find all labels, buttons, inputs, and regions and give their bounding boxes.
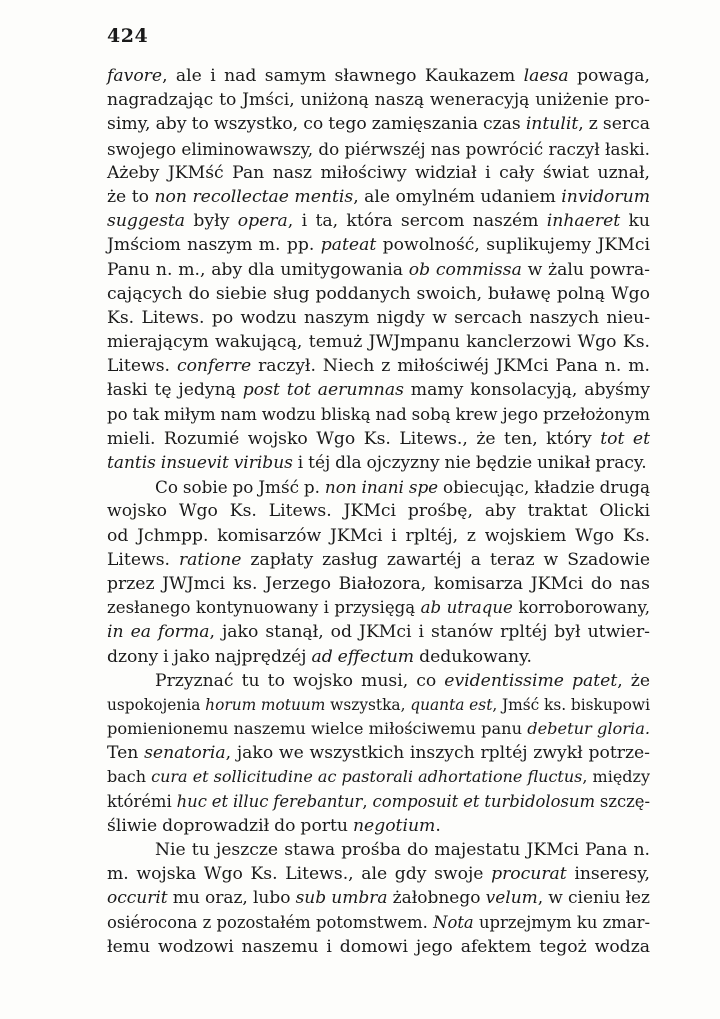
text-segment: , ale i nad samym sławnego Kaukazem (162, 66, 524, 86)
italic-text: sub umbra (295, 888, 388, 909)
italic-text: inhaeret (546, 211, 621, 232)
text-line (107, 137, 650, 161)
text-line (107, 741, 650, 765)
italic-text: quanta est (410, 695, 493, 714)
text-segment: m. wojska Wgo Ks. Litews., ale gdy swoje (107, 864, 492, 885)
text-segment: , (362, 791, 373, 811)
italic-text: favore (107, 66, 163, 86)
text-segment: simy, aby to wszystko, co tego zamięszania czas (107, 114, 526, 135)
text-line (107, 596, 650, 620)
text-segment: Panu n. m., aby dla umitygowania (107, 259, 409, 280)
italic-text: in ea forma (107, 622, 210, 643)
text-segment: wojsko Wgo Ks. Litews. JKMci prośbę, aby traktat Olicki (107, 501, 650, 522)
text-segment: , Jmść ks. biskupowi (492, 695, 650, 714)
text-segment: wszystka, (325, 695, 411, 714)
italic-text: tantis insuevit viribus (107, 453, 293, 473)
text-segment: uspokojenia (107, 695, 206, 714)
italic-text: non recollectae mentis (154, 186, 354, 207)
text-segment: szczę- (595, 791, 651, 811)
italic-text: horum motuum (205, 695, 326, 714)
italic-text: huc et illuc ferebantur (176, 791, 363, 811)
italic-text: cura et sollicitudine ac pastorali adhortatione fluctus (151, 767, 583, 787)
text-segment: nagradzając to Jmści, uniżoną naszą weneracyją uniżenie pro- (107, 90, 650, 111)
text-segment: łaski tę jedyną (107, 380, 243, 401)
text-segment: mierającym wakującą, temuż JWJmpanu kanclerzowi Wgo Ks. (107, 332, 650, 353)
text-line (107, 717, 650, 741)
text-segment: zapłaty zasług zawartéj a teraz w Szadowie (241, 549, 651, 570)
text-segment: żałobnego (387, 888, 486, 909)
text-segment: przez JWJmci ks. Jerzego Białozora, komisarza JKMci do nas (107, 573, 650, 594)
text-segment: bach (107, 767, 152, 787)
text-line (107, 88, 650, 112)
italic-text: senatoria (144, 743, 226, 764)
italic-text: post tot aerumnas (242, 380, 404, 401)
text-line (107, 765, 650, 789)
text-line (107, 524, 650, 548)
text-segment: . (435, 815, 441, 836)
text-segment: mamy konsolacyją, abyśmy (403, 380, 650, 401)
text-segment: , że (617, 670, 650, 691)
text-segment: Litews. (107, 549, 179, 570)
text-line (107, 354, 650, 378)
text-segment: inseresy, (566, 864, 650, 885)
italic-text: ad effectum (311, 646, 415, 667)
italic-text: non inani spe (324, 477, 439, 498)
italic-text: ab utraque (420, 598, 513, 618)
text-line (107, 935, 650, 959)
text-segment: Przyznać tu to wojsko musi, co (155, 670, 445, 691)
text-line (107, 669, 650, 693)
italic-text: Nota (433, 912, 474, 932)
text-line (107, 572, 650, 596)
text-segment: łemu wodzowi naszemu i domowi jego afektem tegoż wodza (107, 936, 650, 957)
italic-text: opera (237, 211, 288, 232)
italic-text: pateat (320, 235, 377, 256)
text-line (107, 306, 650, 330)
italic-text: ratione (178, 549, 242, 570)
italic-text: suggesta (107, 211, 186, 232)
text-segment: którémi (107, 791, 177, 811)
text-segment: Ks. Litews. po wodzu naszym nigdy w sercach naszych nieu- (107, 307, 650, 328)
text-segment: swojego eliminowawszy, do piérwszéj nas powrócić raczył łaski. (107, 138, 650, 159)
text-line (107, 838, 650, 862)
text-line (107, 403, 650, 427)
italic-text: conferre (176, 356, 252, 377)
text-segment: były (185, 211, 238, 232)
text-line (107, 258, 650, 282)
text-segment: mu oraz, lubo (167, 888, 296, 909)
text-segment: Litews. (107, 356, 177, 377)
text-line (107, 64, 650, 88)
text-segment: że to (107, 186, 155, 207)
italic-text: evidentissime patet (444, 670, 618, 691)
page-number: 424 (107, 25, 149, 47)
body-text (107, 64, 650, 959)
italic-text: intulit (525, 114, 579, 135)
text-line (107, 620, 650, 644)
text-line (107, 427, 650, 451)
italic-text: laesa (523, 66, 569, 86)
text-segment: od Jchmpp. komisarzów JKMci i rpltéj, z wojskiem Wgo Ks. (107, 525, 650, 546)
text-line (107, 475, 650, 499)
text-segment: śliwie doprowadził do portu (107, 815, 353, 836)
italic-text: tot et (600, 428, 650, 449)
text-segment: , jako we wszystkich inszych rpltéj zwykł potrze- (225, 743, 650, 764)
text-line (107, 112, 650, 136)
text-segment: dedukowany. (414, 646, 532, 667)
text-segment: , ale omylném udaniem (353, 186, 562, 207)
text-segment: korroborowany, (512, 598, 650, 618)
text-line (107, 282, 650, 306)
text-line (107, 185, 650, 209)
italic-text: debetur gloria. (527, 719, 650, 739)
text-segment: Co sobie po Jmść p. (155, 477, 325, 498)
text-segment: raczył. Niech z miłościwéj JKMci Pana n. m. (251, 356, 651, 377)
text-line (107, 645, 650, 669)
text-segment: cających do siebie sług poddanych swoich, buławę polną Wgo (107, 283, 650, 304)
text-segment: , w cieniu łez (537, 888, 650, 909)
text-segment: Ten (107, 743, 145, 764)
text-segment: ku (620, 211, 651, 232)
text-line (107, 693, 650, 717)
text-segment: powaga, (568, 66, 650, 86)
text-segment: uprzejmym ku zmar- (473, 912, 650, 932)
text-line (107, 862, 650, 886)
text-line (107, 209, 650, 233)
text-line (107, 499, 650, 523)
text-segment: , z serca (578, 114, 650, 135)
italic-text: velum (485, 888, 538, 909)
text-line (107, 451, 650, 475)
text-line (107, 886, 650, 910)
italic-text: occurit (107, 888, 168, 909)
text-segment: i téj dla ojczyzny nie będzie unikał pracy. (292, 453, 647, 473)
text-line (107, 233, 650, 257)
text-line (107, 911, 650, 935)
text-line (107, 161, 650, 185)
text-segment: dzony i jako najprędzéj (107, 646, 312, 667)
text-segment: w żalu powra- (521, 259, 650, 280)
text-segment: , między (582, 767, 650, 787)
italic-text: ob commissa (408, 259, 522, 280)
text-segment: , jako stanął, od JKMci i stanów rpltéj był utwier- (209, 622, 650, 643)
text-segment: pomienionemu naszemu wielce miłościwemu panu (107, 719, 528, 739)
text-segment: po tak miłym nam wodzu bliską nad sobą krew jego przełożonym (107, 404, 650, 424)
text-line (107, 330, 650, 354)
italic-text: negotium (352, 815, 436, 836)
text-segment: , i ta, która sercom naszém (287, 211, 547, 232)
text-line (107, 548, 650, 572)
italic-text: composuit et turbidolosum (372, 791, 596, 811)
italic-text: invidorum (561, 186, 650, 207)
text-segment: Nie tu jeszcze stawa prośba do majestatu JKMci Pana n. (155, 840, 650, 860)
text-line (107, 814, 650, 838)
text-segment: Jmściom naszym m. pp. (107, 235, 321, 256)
italic-text: procurat (491, 864, 567, 885)
text-segment: obiecując, kładzie drugą (438, 477, 651, 498)
text-line (107, 378, 650, 402)
text-segment: osiérocona z pozostałém potomstwem. (107, 912, 434, 932)
text-segment: zesłanego kontynuowany i przysięgą (107, 598, 421, 618)
text-segment: mieli. Rozumié wojsko Wgo Ks. Litews., że ten, który (107, 428, 601, 449)
text-line (107, 790, 650, 814)
text-segment: Ażeby JKMść Pan nasz miłościwy widział i cały świat uznał, (107, 162, 650, 183)
text-segment: powolność, suplikujemy JKMci (376, 235, 650, 256)
